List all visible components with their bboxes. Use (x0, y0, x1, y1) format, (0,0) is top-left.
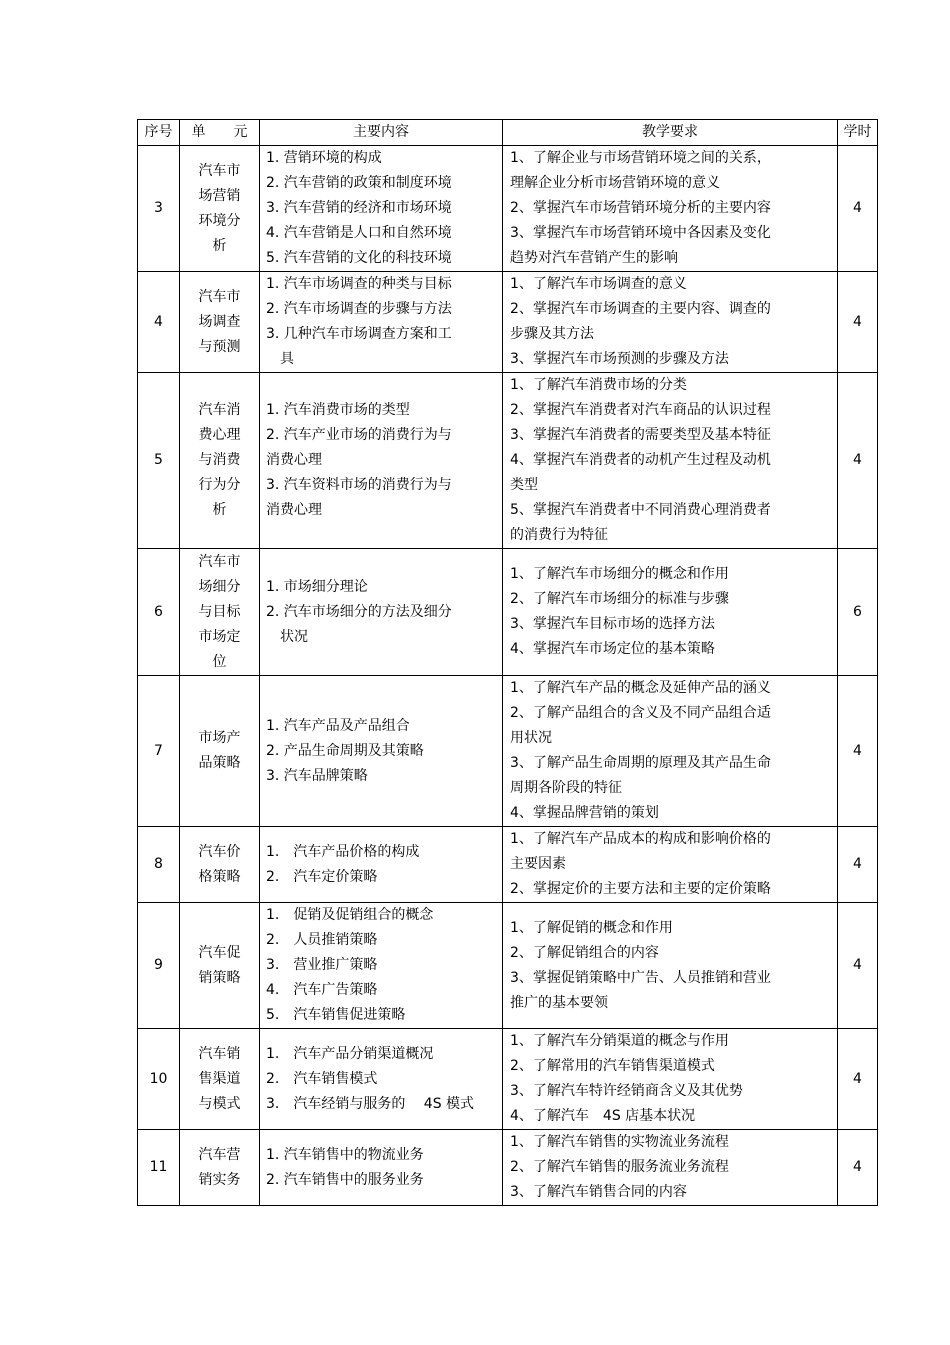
content-line: 具 (266, 351, 294, 367)
requirement-line: 5、掌握汽车消费者中不同消费心理消费者 (510, 502, 771, 518)
unit-cell (180, 827, 260, 903)
requirement-line: 用状况 (510, 730, 552, 746)
content-line: 消费心理 (266, 502, 322, 518)
content-cell (260, 903, 503, 1029)
content-cell (260, 827, 503, 903)
header-unit: 单 元 (180, 120, 260, 146)
content-cell (260, 272, 503, 373)
requirement-line: 4、掌握汽车消费者的动机产生过程及动机 (510, 452, 771, 468)
unit-name: 汽车市场细分与目标市场定位 (198, 553, 241, 670)
table-row (138, 549, 878, 676)
unit-name: 汽车消费心理与消费行为分析 (198, 402, 241, 518)
requirement-line: 3、了解产品生命周期的原理及其产品生命 (510, 755, 771, 771)
content-line: 5. 汽车营销的文化的科技环境 (266, 250, 452, 266)
row-number: 10 (138, 1029, 180, 1130)
header-content: 主要内容 (260, 120, 503, 146)
requirement-line: 2、了解常用的汽车销售渠道模式 (510, 1058, 715, 1074)
table-row (138, 1130, 878, 1206)
unit-cell (180, 1130, 260, 1206)
requirements-cell (503, 146, 838, 272)
requirement-line: 趋势对汽车营销产生的影响 (510, 250, 678, 266)
content-line: 状况 (266, 628, 308, 645)
requirement-line: 步骤及其方法 (510, 326, 594, 342)
table-row (138, 1029, 878, 1130)
requirements-cell (503, 549, 838, 676)
content-line: 2. 人员推销策略 (266, 932, 378, 948)
unit-name: 市场产品策略 (198, 730, 241, 771)
unit-cell (180, 549, 260, 676)
requirements-cell (503, 676, 838, 827)
header-num: 序号 (138, 120, 180, 146)
row-number: 4 (138, 272, 180, 373)
requirement-line: 3、掌握汽车目标市场的选择方法 (510, 616, 715, 632)
requirement-line: 理解企业分析市场营销环境的意义 (510, 175, 720, 191)
content-line: 5. 汽车销售促进策略 (266, 1007, 406, 1023)
hours-cell: 4 (838, 827, 878, 903)
hours-cell: 6 (838, 549, 878, 676)
requirement-line: 2、掌握定价的主要方法和主要的定价策略 (510, 881, 771, 897)
requirement-line: 2、掌握汽车市场调查的主要内容、调查的 (510, 301, 771, 317)
content-line: 3. 营业推广策略 (266, 957, 378, 973)
table-row (138, 676, 878, 827)
row-number: 11 (138, 1130, 180, 1206)
content-line: 1. 汽车消费市场的类型 (266, 402, 410, 418)
content-line: 1. 促销及促销组合的概念 (266, 907, 434, 923)
content-line: 1. 市场细分理论 (266, 578, 368, 595)
table-row (138, 903, 878, 1029)
requirements-cell (503, 903, 838, 1029)
requirement-line: 4、了解汽车 4S 店基本状况 (510, 1108, 696, 1124)
requirement-line: 3、掌握汽车市场预测的步骤及方法 (510, 351, 729, 367)
content-line: 4. 汽车营销是人口和自然环境 (266, 225, 452, 241)
requirement-line: 主要因素 (510, 856, 566, 872)
unit-name: 汽车促销策略 (198, 944, 241, 986)
row-number: 3 (138, 146, 180, 272)
requirement-line: 1、了解汽车市场细分的概念和作用 (510, 566, 729, 582)
requirement-line: 类型 (510, 477, 538, 493)
content-line: 1. 汽车产品及产品组合 (266, 717, 410, 734)
requirement-line: 1、了解汽车产品成本的构成和影响价格的 (510, 831, 771, 847)
requirement-line: 2、掌握汽车消费者对汽车商品的认识过程 (510, 402, 771, 418)
table-row (138, 272, 878, 373)
requirements-cell (503, 1130, 838, 1206)
requirements-cell (503, 827, 838, 903)
row-number: 5 (138, 373, 180, 549)
requirement-line: 1、了解汽车分销渠道的概念与作用 (510, 1033, 729, 1049)
syllabus-table (137, 119, 878, 1206)
unit-name: 汽车价格策略 (198, 843, 241, 885)
requirement-line: 1、了解汽车消费市场的分类 (510, 377, 687, 393)
requirement-line: 4、掌握品牌营销的策划 (510, 805, 659, 821)
content-line: 2. 汽车市场调查的步骤与方法 (266, 301, 452, 317)
content-line: 3. 几种汽车市场调查方案和工 (266, 326, 452, 342)
unit-name: 汽车市场营销环境分析 (198, 162, 241, 254)
requirement-line: 3、了解汽车特许经销商含义及其优势 (510, 1083, 743, 1099)
requirement-line: 1、了解汽车市场调查的意义 (510, 276, 687, 292)
content-cell (260, 1029, 503, 1130)
unit-name: 汽车销售渠道与模式 (198, 1045, 241, 1112)
hours-cell: 4 (838, 1130, 878, 1206)
requirement-line: 推广的基本要领 (510, 994, 608, 1011)
unit-cell (180, 1029, 260, 1130)
requirement-line: 3、掌握汽车市场营销环境中各因素及变化 (510, 225, 771, 241)
content-line: 3. 汽车营销的经济和市场环境 (266, 200, 452, 216)
hours-cell: 4 (838, 1029, 878, 1130)
requirement-line: 2、了解汽车市场细分的标准与步骤 (510, 591, 729, 607)
requirement-line: 2、了解促销组合的内容 (510, 944, 659, 961)
row-number: 7 (138, 676, 180, 827)
table-row (138, 146, 878, 272)
content-line: 3. 汽车品牌策略 (266, 767, 368, 784)
hours-cell: 4 (838, 146, 878, 272)
requirement-line: 1、了解企业与市场营销环境之间的关系， (510, 150, 771, 166)
content-cell (260, 373, 503, 549)
requirement-line: 4、掌握汽车市场定位的基本策略 (510, 641, 715, 657)
unit-name: 汽车市场调查与预测 (198, 288, 241, 355)
unit-name: 汽车营销实务 (198, 1146, 241, 1188)
header-requirements: 教学要求 (503, 120, 838, 146)
content-line: 消费心理 (266, 452, 322, 468)
requirement-line: 2、了解产品组合的含义及不同产品组合适 (510, 705, 771, 721)
requirement-line: 周期各阶段的特征 (510, 780, 622, 796)
content-line: 2. 汽车销售模式 (266, 1070, 378, 1087)
requirement-line: 1、了解促销的概念和作用 (510, 919, 673, 936)
content-line: 3. 汽车资料市场的消费行为与 (266, 477, 452, 493)
unit-cell (180, 272, 260, 373)
content-cell (260, 146, 503, 272)
content-line: 2. 汽车销售中的服务业务 (266, 1171, 424, 1188)
requirement-line: 的消费行为特征 (510, 527, 608, 543)
requirement-line: 1、了解汽车销售的实物流业务流程 (510, 1134, 729, 1150)
content-line: 1. 汽车产品分销渠道概况 (266, 1045, 434, 1062)
requirement-line: 2、掌握汽车市场营销环境分析的主要内容 (510, 200, 771, 216)
header-hours: 学时 (838, 120, 878, 146)
content-line: 1. 汽车产品价格的构成 (266, 843, 420, 860)
content-line: 2. 汽车产业市场的消费行为与 (266, 427, 452, 443)
content-cell (260, 1130, 503, 1206)
hours-cell: 4 (838, 676, 878, 827)
content-line: 4. 汽车广告策略 (266, 982, 378, 998)
content-line: 2. 汽车定价策略 (266, 868, 378, 885)
row-number: 6 (138, 549, 180, 676)
requirements-cell (503, 1029, 838, 1130)
unit-cell (180, 903, 260, 1029)
hours-cell: 4 (838, 903, 878, 1029)
row-number: 9 (138, 903, 180, 1029)
content-line: 2. 汽车市场细分的方法及细分 (266, 603, 452, 620)
table-row (138, 827, 878, 903)
unit-cell (180, 146, 260, 272)
hours-cell: 4 (838, 272, 878, 373)
row-number: 8 (138, 827, 180, 903)
unit-cell (180, 676, 260, 827)
content-cell (260, 676, 503, 827)
content-line: 1. 汽车销售中的物流业务 (266, 1146, 424, 1163)
unit-cell (180, 373, 260, 549)
content-line: 1. 汽车市场调查的种类与目标 (266, 276, 452, 292)
content-cell (260, 549, 503, 676)
header-row (138, 120, 878, 146)
requirement-line: 3、掌握汽车消费者的需要类型及基本特征 (510, 427, 771, 443)
requirement-line: 1、了解汽车产品的概念及延伸产品的涵义 (510, 680, 771, 696)
requirements-cell (503, 373, 838, 549)
hours-cell: 4 (838, 373, 878, 549)
requirement-line: 2、了解汽车销售的服务流业务流程 (510, 1159, 729, 1175)
requirement-line: 3、掌握促销策略中广告、人员推销和营业 (510, 969, 771, 986)
requirement-line: 3、了解汽车销售合同的内容 (510, 1184, 687, 1200)
content-line: 1. 营销环境的构成 (266, 150, 382, 166)
table-row (138, 373, 878, 549)
content-line: 3. 汽车经销与服务的 4S 模式 (266, 1095, 475, 1112)
content-line: 2. 汽车营销的政策和制度环境 (266, 175, 452, 191)
content-line: 2. 产品生命周期及其策略 (266, 742, 424, 759)
requirements-cell (503, 272, 838, 373)
